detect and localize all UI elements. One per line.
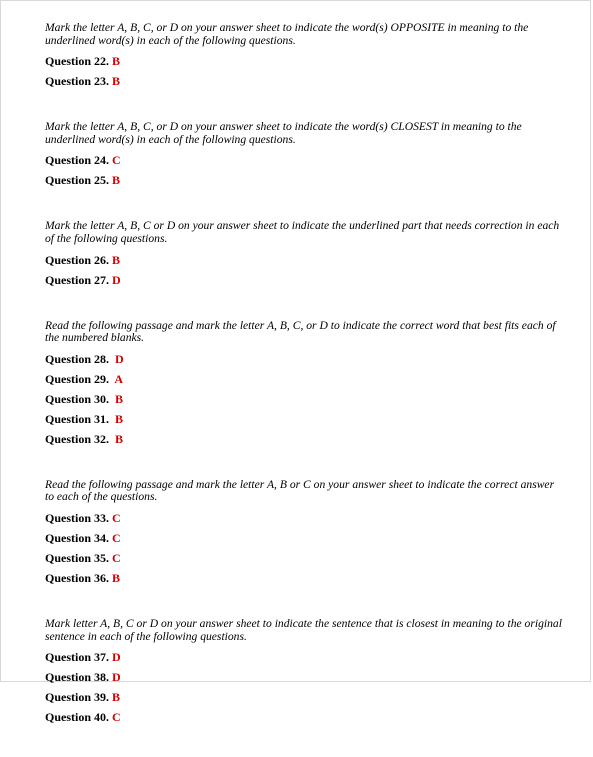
question-row [45, 571, 565, 591]
question-answer: B [112, 690, 121, 705]
question-label: Question 36. [45, 570, 113, 585]
question-label: Question 27. [45, 272, 113, 287]
question-row [45, 710, 565, 730]
question-label: Question 23. [45, 74, 113, 89]
section-instruction: Read the following passage and mark the letter A, B or C on your answer sheet to indicate the correct answer to each of the questions. [45, 477, 555, 504]
question-row [45, 253, 565, 273]
question-row [45, 670, 565, 690]
question-answer: D [112, 272, 121, 287]
question-answer: C [112, 153, 121, 168]
section-reading [45, 479, 565, 591]
question-row [45, 412, 565, 432]
question-row [45, 690, 565, 710]
question-label: Question 33. [45, 510, 113, 525]
question-answer: B [112, 252, 121, 267]
question-row [45, 352, 565, 372]
question-row [45, 54, 565, 74]
question-answer: D [112, 650, 121, 665]
question-answer: D [112, 670, 121, 685]
question-answer: A [114, 371, 124, 386]
question-row [45, 392, 565, 412]
question-row [45, 74, 565, 94]
question-row [45, 432, 565, 452]
question-label: Question 40. [45, 710, 113, 725]
section-sentence-transformation [45, 618, 565, 730]
question-label: Question 24. [45, 153, 113, 168]
question-row [45, 153, 565, 173]
question-label: Question 26. [45, 252, 113, 267]
section-cloze [45, 320, 565, 452]
question-answer: B [112, 74, 121, 89]
answer-key-content [45, 22, 565, 757]
question-row [45, 531, 565, 551]
section-correction [45, 220, 565, 292]
section-instruction: Mark the letter A, B, C, or D on your answer sheet to indicate the word(s) CLOSEST in meaning to the underlined word(s) in each of the following questions. [45, 120, 522, 146]
section-instruction: Mark letter A, B, C or D on your answer sheet to indicate the sentence that is closest in meaning to the original sentence in each of the following questions. [45, 616, 562, 643]
question-answer: B [112, 570, 121, 585]
question-label: Question 37. [45, 650, 113, 665]
question-label: Question 31. [45, 411, 116, 426]
question-label: Question 30. [45, 391, 116, 406]
question-row [45, 372, 565, 392]
question-row [45, 273, 565, 293]
section-instruction: Mark the letter A, B, C or D on your answer sheet to indicate the underlined part that needs correction in each of the following questions. [45, 219, 560, 245]
question-answer: C [112, 710, 121, 725]
section-closest [45, 121, 565, 193]
question-answer: C [112, 550, 121, 565]
question-label: Question 29. [45, 371, 115, 386]
question-label: Question 38. [45, 670, 113, 685]
question-label: Question 35. [45, 550, 113, 565]
question-row [45, 511, 565, 531]
question-answer: B [115, 431, 124, 446]
section-instruction: Read the following passage and mark the letter A, B, C, or D to indicate the correct word that best fits each of the numbered blanks. [45, 318, 556, 345]
section-opposite [45, 22, 565, 94]
question-label: Question 32. [45, 431, 116, 446]
question-label: Question 34. [45, 530, 113, 545]
question-row [45, 650, 565, 670]
question-row [45, 173, 565, 193]
question-answer: C [112, 510, 121, 525]
question-label: Question 25. [45, 173, 113, 188]
section-instruction: Mark the letter A, B, C, or D on your answer sheet to indicate the word(s) OPPOSITE in meaning to the underlined word(s) in each of the following questions. [45, 21, 529, 47]
question-answer: B [112, 173, 121, 188]
question-answer: C [112, 530, 121, 545]
question-row [45, 551, 565, 571]
question-label: Question 28. [45, 351, 116, 366]
question-answer: B [115, 411, 124, 426]
question-answer: B [115, 391, 124, 406]
question-answer: D [115, 351, 124, 366]
question-answer: B [112, 54, 121, 69]
question-label: Question 22. [45, 54, 113, 69]
question-label: Question 39. [45, 690, 113, 705]
